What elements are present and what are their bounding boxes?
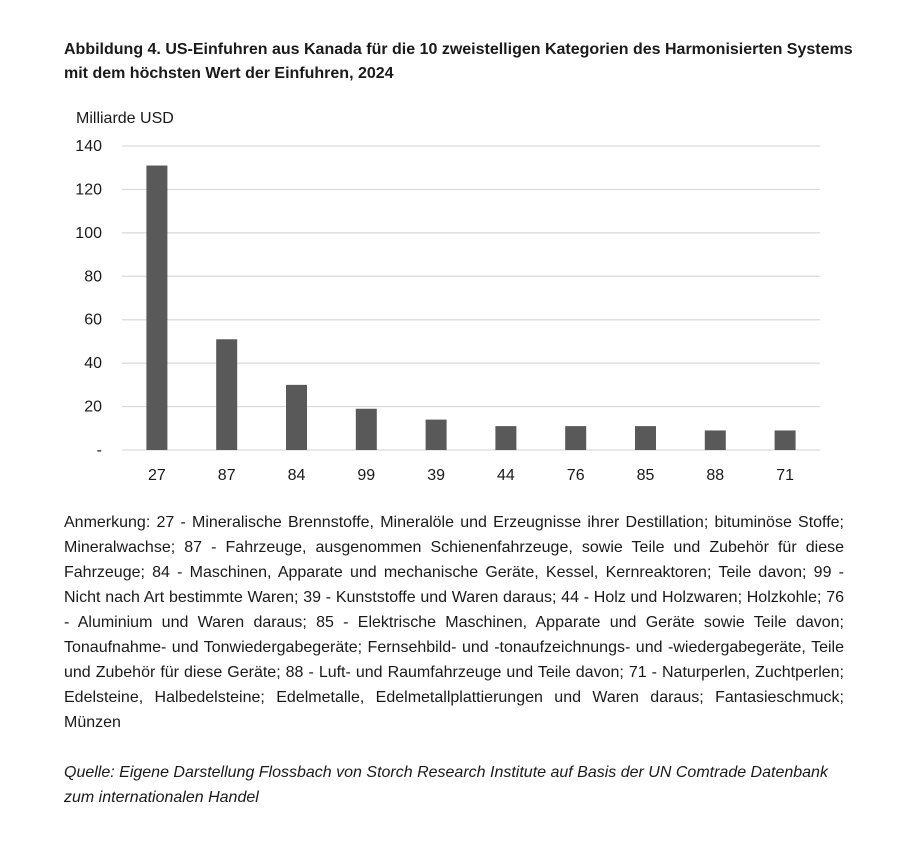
x-tick-label: 87 bbox=[217, 467, 236, 484]
x-tick-label: 71 bbox=[776, 467, 794, 484]
y-axis-ticks bbox=[75, 138, 102, 459]
y-tick-label: 40 bbox=[84, 355, 102, 373]
bar-71 bbox=[775, 430, 796, 450]
bar-44 bbox=[495, 426, 516, 450]
y-tick-label: 80 bbox=[84, 268, 102, 286]
bar-84 bbox=[286, 385, 307, 450]
chart-note: Anmerkung: 27 - Mineralische Brennstoffe, Mineralöle und Erzeugnisse ihrer Destillation; bituminöse Stoffe; Mineralwachse; 87 - Fahrzeuge, ausgenommen Schienenfahrzeuge, sowie Teile und Zubehör für diese Fahrzeuge; 84 - Maschinen, Apparate und mechanische Geräte, Kessel, Kernreaktoren; Teile davon; 99 - Nicht nach Art bestimmte Waren; 39 - Kunststoffe und Waren daraus; 44 - Holz und Holzwaren; Holzkohle; 76 - Aluminium und Waren daraus; 85 - Elektrische Maschinen, Apparate und Geräte sowie Teile davon; Tonaufnahme- und Tonwiedergabegeräte; Fernsehbild- und -tonaufzeichnungs- und -wiedergabegeräte, Teile und Zubehör für diese Geräte; 88 - Luft- und Raumfahrzeuge und Teile davon; 71 - Naturperlen, Zuchtperlen; Edelsteine, Halbedelsteine; Edelmetalle, Edelmetallplattierungen und Waren daraus; Fantasieschmuck; Münzen bbox=[64, 514, 844, 731]
x-tick-label: 88 bbox=[706, 467, 725, 484]
y-tick-label: 120 bbox=[75, 181, 102, 199]
bar-chart bbox=[0, 100, 906, 500]
bar-27 bbox=[146, 166, 167, 450]
bars bbox=[146, 166, 795, 450]
x-tick-label: 84 bbox=[287, 467, 306, 484]
x-tick-label: 76 bbox=[566, 467, 585, 484]
y-tick-label: 60 bbox=[84, 311, 102, 329]
x-tick-label: 44 bbox=[497, 467, 515, 484]
chart-title: Abbildung 4. US-Einfuhren aus Kanada für die 10 zweistelligen Kategorien des Harmonisierten Systems mit dem höchsten Wert der Einfuhren, 2024 bbox=[64, 41, 853, 82]
x-tick-label: 27 bbox=[148, 467, 166, 484]
chart-source: Quelle: Eigene Darstellung Flossbach von Storch Research Institute auf Basis der UN Comtrade Datenbank zum internationalen Handel bbox=[64, 764, 828, 806]
bar-85 bbox=[635, 426, 656, 450]
x-tick-label: 99 bbox=[357, 467, 376, 484]
x-tick-label: 85 bbox=[636, 467, 655, 484]
y-tick-label: - bbox=[96, 442, 102, 459]
bar-76 bbox=[565, 426, 586, 450]
y-axis-label: Milliarde USD bbox=[76, 110, 174, 127]
bar-39 bbox=[426, 420, 447, 450]
bar-88 bbox=[705, 430, 726, 450]
x-tick-label: 39 bbox=[427, 467, 445, 484]
bar-87 bbox=[216, 339, 237, 450]
bar-99 bbox=[356, 409, 377, 450]
y-tick-label: 20 bbox=[84, 398, 102, 416]
y-tick-label: 100 bbox=[75, 224, 102, 242]
y-tick-label: 140 bbox=[75, 138, 102, 155]
x-axis-ticks bbox=[148, 467, 794, 484]
